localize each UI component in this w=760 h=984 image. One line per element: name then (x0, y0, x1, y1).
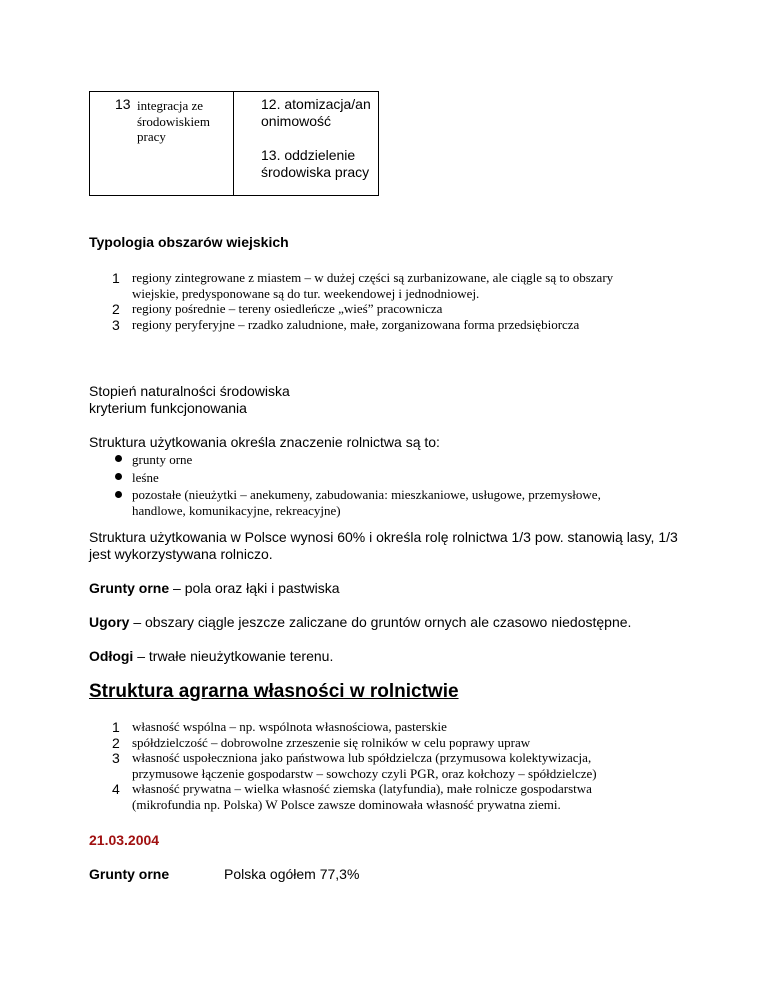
table-cell-right (261, 96, 373, 181)
definition-term: Ugory (89, 614, 130, 630)
naturalness-line1: Stopień naturalności środowiska (89, 383, 290, 399)
list-item (112, 270, 652, 301)
list-text: regiony zintegrowane z miastem – w dużej części są zurbanizowane, ale ciągle są to obszary wiejskie, predysponowane są do tur. weekendowej i jednodniowej. (132, 270, 614, 301)
list-number: 4 (112, 781, 120, 797)
arable-value: Polska ogółem 77,3% (224, 866, 360, 882)
list-number: 3 (112, 316, 120, 333)
list-item (112, 469, 652, 487)
bullet-icon (115, 473, 122, 480)
typology-list (112, 270, 652, 332)
agrarian-title: Struktura agrarna własności w rolnictwie (89, 681, 459, 702)
section-date: 21.03.2004 (89, 832, 160, 848)
naturalness-line2: kryterium funkcjonowania (89, 400, 247, 416)
list-text: własność prywatna – wielka własność ziemska (latyfundia), małe rolnicze gospodarstwa (mikrofundia np. Polska) W Polsce zawsze dominowała własność prywatna ziemi. (132, 781, 592, 812)
bullet-text: grunty orne (132, 452, 193, 467)
definition-odlogi (89, 648, 333, 665)
list-number: 1 (112, 719, 120, 735)
table-left-number: 13 (115, 96, 131, 112)
bullet-icon (115, 455, 122, 462)
list-text: spółdzielczość – dobrowolne zrzeszenie się rolników w celu poprawy upraw (132, 734, 531, 750)
list-number: 3 (112, 750, 120, 766)
list-item (112, 451, 652, 469)
list-number: 1 (112, 270, 120, 286)
structure-use-bullets (112, 451, 652, 518)
list-text: regiony peryferyjne – rzadko zaludnione, małe, zorganizowana forma przedsiębiorcza (132, 316, 580, 332)
list-number: 2 (112, 301, 120, 317)
list-item (112, 750, 652, 781)
bullet-text: leśne (132, 470, 159, 485)
list-item (112, 781, 652, 812)
bullet-text: pozostałe (nieużytki – anekumeny, zabudowania: mieszkaniowe, usługowe, przemysłowe, handlowe, komunikacyjne, rekreacyjne) (132, 487, 601, 518)
definition-desc: – trwałe nieużytkowanie terenu. (133, 648, 334, 664)
structure-use-intro: Struktura użytkowania określa znaczenie rolnictwa są to: (89, 434, 440, 450)
agrarian-list (112, 719, 652, 812)
list-item (112, 301, 652, 317)
list-item (112, 487, 652, 518)
definition-desc: – obszary ciągle jeszcze zaliczane do gruntów ornych ale czasowo niedostępne. (129, 614, 632, 630)
definition-term: Odłogi (89, 648, 134, 664)
list-number: 2 (112, 734, 120, 751)
definition-desc: – pola oraz łąki i pastwiska (169, 580, 340, 596)
list-item (112, 719, 652, 735)
table-left-text: integracja ze środowiskiem pracy (137, 98, 210, 144)
definition-ugory (89, 614, 631, 631)
list-text: regiony pośrednie – tereny osiedleńcze „wieś” pracownicza (132, 301, 443, 316)
list-item (112, 735, 652, 751)
bullet-icon (115, 491, 122, 498)
structure-use-poland: Struktura użytkowania w Polsce wynosi 60% i określa rolę rolnictwa 1/3 pow. stanowią lasy, 1/3 jest wykorzystywana rolniczo. (89, 529, 678, 562)
list-item (112, 317, 652, 333)
arable-label: Grunty orne (89, 866, 170, 882)
table-right-item-13: 13. oddzielenie środowiska pracy (261, 147, 370, 180)
list-text: własność wspólna – np. wspólnota własnościowa, pasterskie (132, 719, 447, 734)
typology-title: Typologia obszarów wiejskich (89, 234, 289, 250)
list-text: własność uspołeczniona jako państwowa lub spółdzielcza (przymusowa kolektywizacja, przymusowe łączenie gospodarstw – sowchozy czyli PGR, oraz kołchozy – spółdzielcze) (132, 750, 597, 781)
definition-term: Grunty orne (89, 580, 170, 596)
definition-grunty-orne (89, 580, 340, 597)
table-right-item-12: 12. atomizacja/anonimowość (261, 96, 371, 129)
